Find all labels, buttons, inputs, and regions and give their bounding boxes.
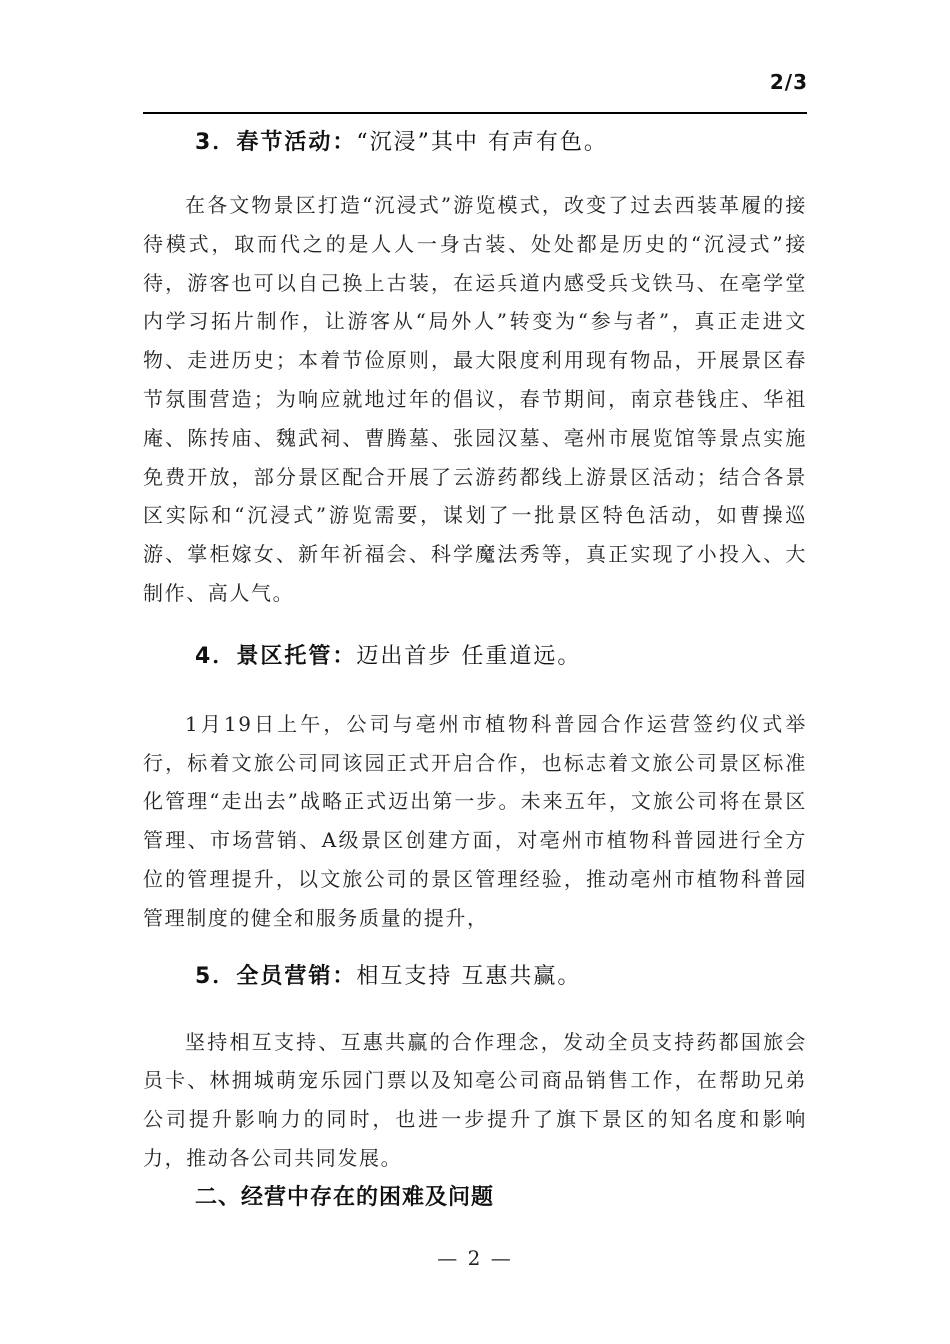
section-heading-spring-festival bbox=[143, 122, 807, 163]
document-body bbox=[143, 122, 807, 1218]
section-title: 景区托管： bbox=[236, 643, 357, 669]
section-number: 3． bbox=[195, 130, 237, 155]
page-indicator: 2/3 bbox=[769, 70, 808, 94]
section-number: 4． bbox=[195, 643, 237, 669]
paragraph-all-staff-marketing: 坚持相互支持、互惠共赢的合作理念，发动全员支持药都国旅会员卡、林拥城萌宠乐园门票以及知亳公司商品销售工作，在帮助兄弟公司提升影响力的同时，也进一步提升了旗下景区的知名度和影响力，推动各公司共同发展。 bbox=[143, 1029, 807, 1170]
section-title: 春节活动： bbox=[236, 130, 357, 155]
header-rule bbox=[143, 112, 807, 114]
major-heading-difficulties: 二、经营中存在的困难及问题 bbox=[195, 1184, 495, 1210]
section-heading-all-staff-marketing bbox=[143, 956, 807, 997]
page-number-footer: — 2 — bbox=[437, 1246, 513, 1270]
section-subtitle: 迈出首步 任重道远。 bbox=[356, 643, 582, 669]
section-heading-scenic-trusteeship bbox=[143, 636, 807, 677]
paragraph-spring-festival: 在各文物景区打造“沉浸式”游览模式，改变了过去西装革履的接待模式，取而代之的是人人一身古装、处处都是历史的“沉浸式”接待，游客也可以自己换上古装，在运兵道内感受兵戈铁马、在亳学堂内学习拓片制作，让游客从“局外人”转变为“参与者”，真正走进文物、走进历史；本着节俭原则，最大限度利用现有物品，开展景区春节氛围营造；为响应就地过年的倡议，春节期间，南京巷钱庄、华祖庵、陈抟庙、魏武祠、曹腾墓、张园汉墓、亳州市展览馆等景点实施免费开放，部分景区配合开展了云游药都线上游景区活动；结合各景区实际和“沉浸式”游览需要，谋划了一批景区特色活动，如曹操巡游、掌柜嫁女、新年祈福会、科学魔法秀等，真正实现了小投入、大制作、高人气。 bbox=[143, 193, 807, 605]
section-subtitle: “沉浸”其中 有声有色。 bbox=[356, 130, 608, 155]
section-number: 5． bbox=[195, 963, 237, 989]
paragraph-scenic-trusteeship: 1月19日上午，公司与亳州市植物科普园合作运营签约仪式举行，标着文旅公司同该园正式开启合作，也标志着文旅公司景区标准化管理“走出去”战略正式迈出第一步。未来五年，文旅公司将在景区管理、市场营销、A级景区创建方面，对亳州市植物科普园进行全方位的管理提升，以文旅公司的景区管理经验，推动亳州市植物科普园管理制度的健全和服务质量的提升， bbox=[143, 711, 807, 930]
section-title: 全员营销： bbox=[236, 963, 357, 989]
section-subtitle: 相互支持 互惠共赢。 bbox=[356, 963, 582, 989]
